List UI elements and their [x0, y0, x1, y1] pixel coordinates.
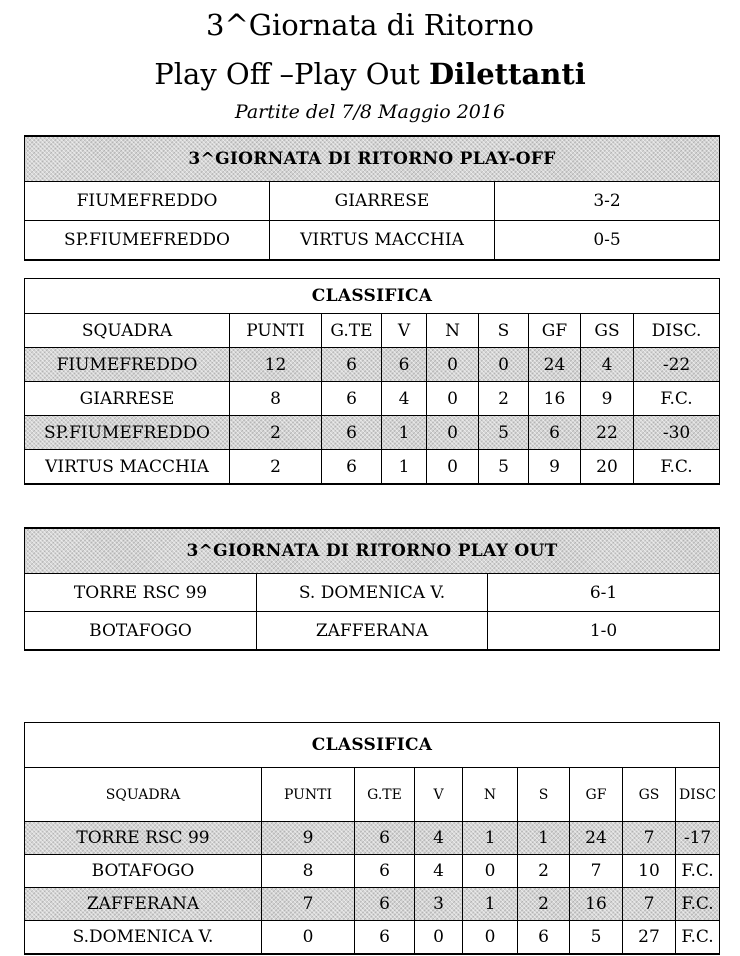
col-header: SQUADRA: [25, 768, 262, 822]
cell: 1: [463, 888, 518, 921]
cell: 0: [427, 450, 479, 485]
cell: 0: [479, 348, 529, 382]
cell: 6: [355, 921, 415, 955]
cell: 6: [355, 888, 415, 921]
cell: 0: [427, 416, 479, 450]
match-dates: Partite del 7/8 Maggio 2016: [234, 101, 506, 123]
cell: 2: [518, 888, 570, 921]
col-header: S: [518, 768, 570, 822]
col-header: G.TE: [322, 314, 382, 348]
cell: 2: [518, 855, 570, 888]
col-header: GS: [623, 768, 676, 822]
cell: 5: [479, 450, 529, 485]
cell: 9: [581, 382, 634, 416]
cell: 5: [570, 921, 623, 955]
match-row: [25, 182, 720, 221]
playoff-results-table: [24, 135, 720, 261]
table-row: [25, 888, 720, 921]
cell: F.C.: [676, 921, 720, 955]
score: 3-2: [495, 182, 720, 221]
page-title: 3^Giornata di Ritorno: [206, 8, 534, 42]
playoff-standings-table: [24, 278, 720, 485]
table-row: [25, 348, 720, 382]
table-row: [25, 822, 720, 855]
away-team: S. DOMENICA V.: [257, 574, 488, 612]
team-name: SP.FIUMEFREDDO: [25, 416, 230, 450]
col-header: PUNTI: [262, 768, 355, 822]
subtitle-text: Play Off –Play Out: [154, 57, 430, 91]
cell: 0: [427, 382, 479, 416]
playoff-heading: 3^GIORNATA DI RITORNO PLAY-OFF: [25, 136, 720, 182]
cell: 1: [382, 450, 427, 485]
cell: 1: [518, 822, 570, 855]
col-header: V: [382, 314, 427, 348]
page-subtitle: [0, 55, 740, 93]
cell: 2: [230, 450, 322, 485]
match-row: [25, 221, 720, 261]
col-header: GF: [529, 314, 581, 348]
cell: 16: [570, 888, 623, 921]
team-name: S.DOMENICA V.: [25, 921, 262, 955]
col-header: PUNTI: [230, 314, 322, 348]
cell: 24: [529, 348, 581, 382]
team-name: TORRE RSC 99: [25, 822, 262, 855]
home-team: FIUMEFREDDO: [25, 182, 270, 221]
cell: 7: [570, 855, 623, 888]
cell: 6: [322, 416, 382, 450]
cell: 16: [529, 382, 581, 416]
away-team: GIARRESE: [270, 182, 495, 221]
cell: F.C.: [676, 888, 720, 921]
home-team: TORRE RSC 99: [25, 574, 257, 612]
match-row: [25, 574, 720, 612]
col-header: S: [479, 314, 529, 348]
cell: 6: [355, 822, 415, 855]
cell: 0: [415, 921, 463, 955]
team-name: VIRTUS MACCHIA: [25, 450, 230, 485]
cell: 6: [382, 348, 427, 382]
cell: 8: [262, 855, 355, 888]
cell: 0: [427, 348, 479, 382]
cell: 4: [415, 822, 463, 855]
cell: 20: [581, 450, 634, 485]
cell: -30: [634, 416, 720, 450]
col-header: GF: [570, 768, 623, 822]
cell: 4: [415, 855, 463, 888]
table-row: [25, 450, 720, 485]
col-header: N: [463, 768, 518, 822]
table-row: [25, 921, 720, 955]
away-team: VIRTUS MACCHIA: [270, 221, 495, 261]
cell: 4: [382, 382, 427, 416]
cell: 6: [322, 382, 382, 416]
cell: 0: [262, 921, 355, 955]
score: 1-0: [488, 612, 720, 651]
home-team: BOTAFOGO: [25, 612, 257, 651]
col-header: DISC.: [634, 314, 720, 348]
col-header: DISC: [676, 768, 720, 822]
cell: -17: [676, 822, 720, 855]
cell: 3: [415, 888, 463, 921]
subtitle-bold: Dilettanti: [429, 57, 586, 91]
cell: 9: [529, 450, 581, 485]
cell: 22: [581, 416, 634, 450]
standings-heading: CLASSIFICA: [25, 279, 720, 314]
cell: 8: [230, 382, 322, 416]
cell: F.C.: [634, 450, 720, 485]
col-header: SQUADRA: [25, 314, 230, 348]
cell: 1: [463, 822, 518, 855]
cell: 1: [382, 416, 427, 450]
col-header: V: [415, 768, 463, 822]
match-row: [25, 612, 720, 651]
playout-heading: 3^GIORNATA DI RITORNO PLAY OUT: [25, 528, 720, 574]
cell: -22: [634, 348, 720, 382]
cell: 0: [463, 855, 518, 888]
cell: 6: [518, 921, 570, 955]
team-name: BOTAFOGO: [25, 855, 262, 888]
team-name: FIUMEFREDDO: [25, 348, 230, 382]
playout-standings-table: [24, 722, 720, 955]
column-headers: [25, 768, 720, 822]
cell: 0: [463, 921, 518, 955]
team-name: ZAFFERANA: [25, 888, 262, 921]
cell: 7: [262, 888, 355, 921]
cell: 4: [581, 348, 634, 382]
home-team: SP.FIUMEFREDDO: [25, 221, 270, 261]
score: 6-1: [488, 574, 720, 612]
table-row: [25, 416, 720, 450]
cell: 12: [230, 348, 322, 382]
playout-results-table: [24, 527, 720, 651]
cell: 6: [355, 855, 415, 888]
cell: 2: [230, 416, 322, 450]
cell: 24: [570, 822, 623, 855]
cell: F.C.: [676, 855, 720, 888]
cell: 7: [623, 888, 676, 921]
cell: 9: [262, 822, 355, 855]
cell: 2: [479, 382, 529, 416]
team-name: GIARRESE: [25, 382, 230, 416]
cell: 6: [529, 416, 581, 450]
table-row: [25, 855, 720, 888]
score: 0-5: [495, 221, 720, 261]
column-headers: [25, 314, 720, 348]
cell: 6: [322, 450, 382, 485]
col-header: G.TE: [355, 768, 415, 822]
cell: F.C.: [634, 382, 720, 416]
away-team: ZAFFERANA: [257, 612, 488, 651]
col-header: GS: [581, 314, 634, 348]
cell: 10: [623, 855, 676, 888]
cell: 27: [623, 921, 676, 955]
cell: 5: [479, 416, 529, 450]
cell: 6: [322, 348, 382, 382]
table-row: [25, 382, 720, 416]
col-header: N: [427, 314, 479, 348]
standings-heading: CLASSIFICA: [25, 723, 720, 768]
cell: 7: [623, 822, 676, 855]
